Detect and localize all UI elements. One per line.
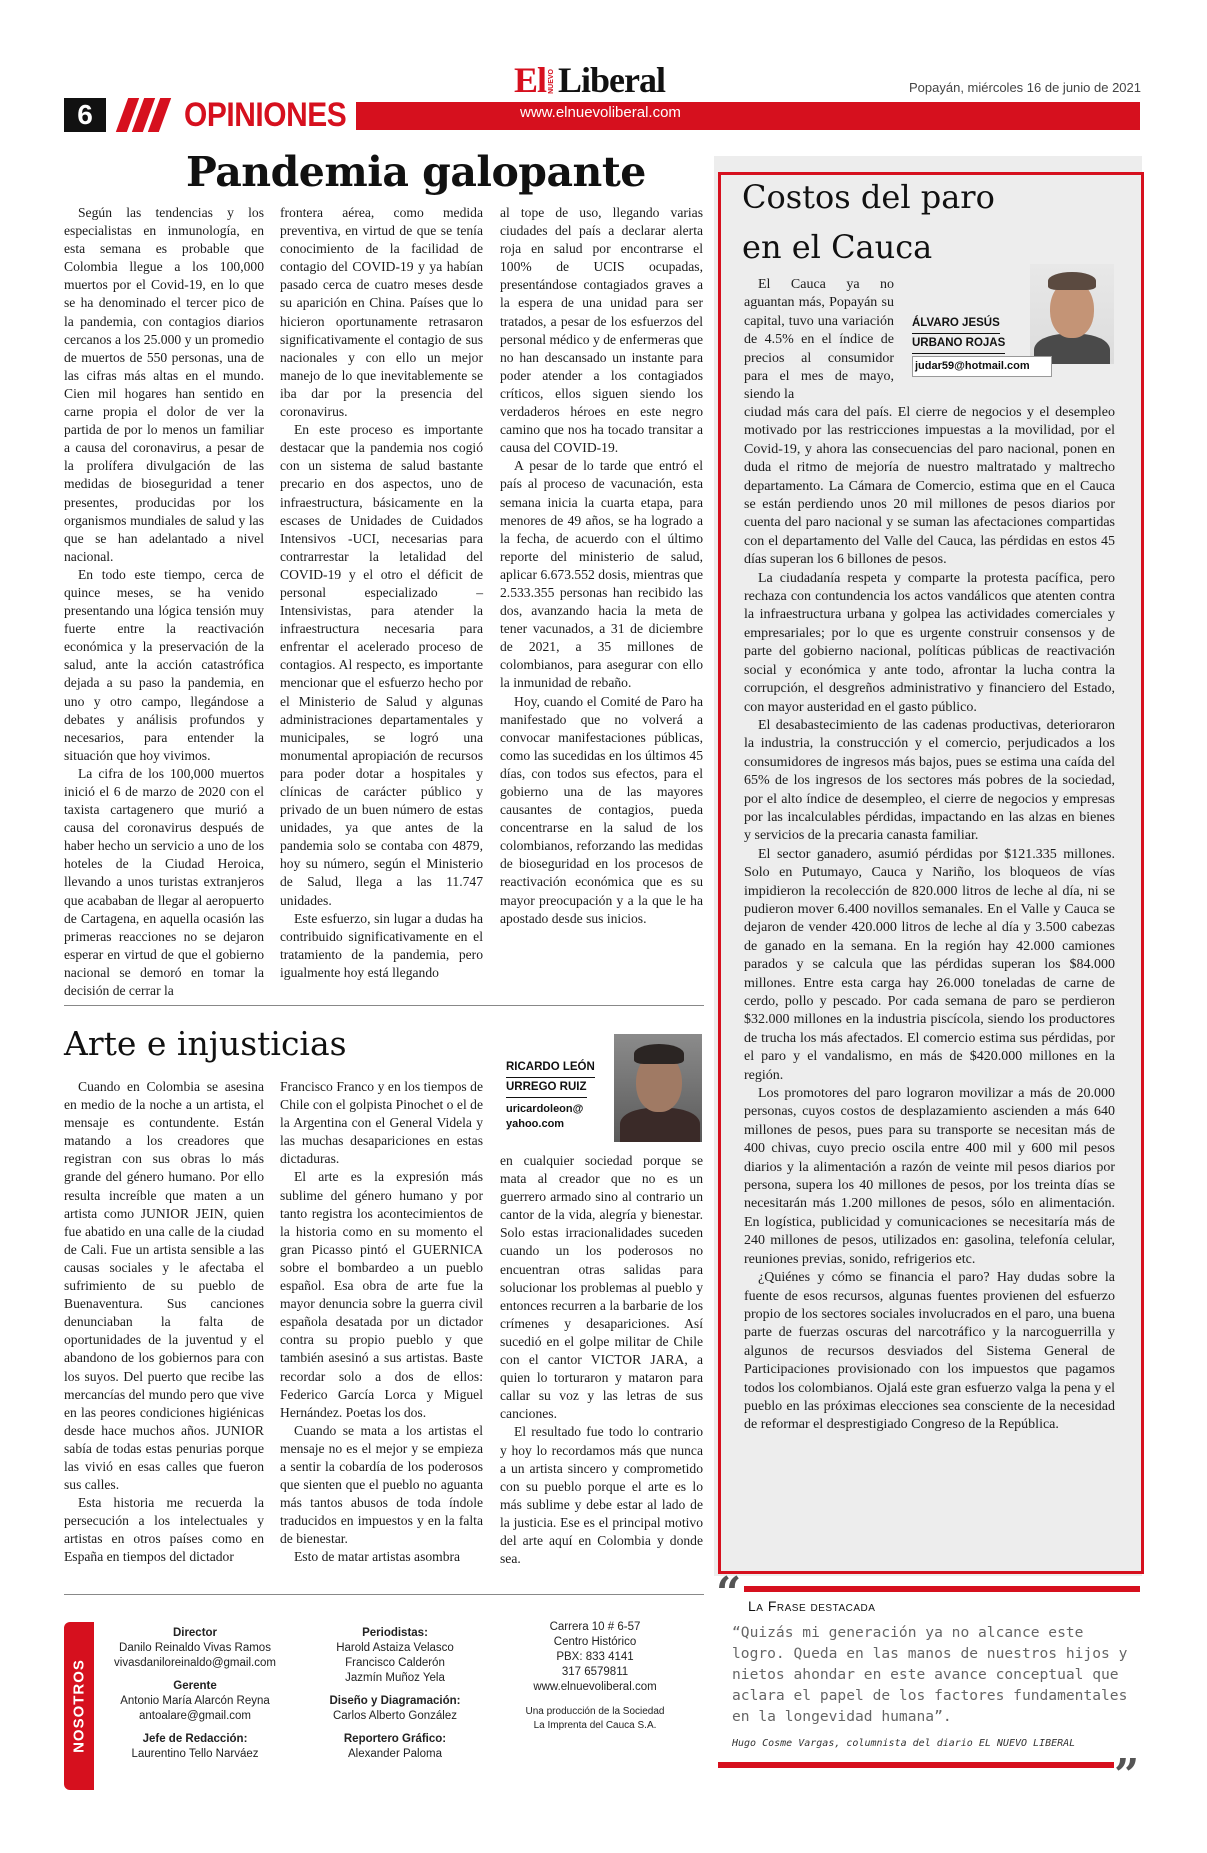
staff-column xyxy=(100,1626,290,1762)
paragraph: Hoy, cuando el Comité de Paro ha manifestado que no volverá a convocar manifestaciones públicas, como las sucedidas en los últimos 45 días, con todos sus efectos, para el gobierno una de las mayores causantes de contagios, pueda concentrarse en la salud de los colombianos, reforzando las medidas de bioseguridad en los procesos de reactivación económica que es su mayor preocupación y a la que le ha apostado desde sus inicios. xyxy=(500,693,703,926)
paragraph: Los promotores del paro lograron movilizar a más de 20.000 personas, cuyos costos de desplazamiento ascienden a más 640 millones de pesos, pues para su transporte se necesitan más de 400 chivas, cuyo precio oscila entre 400 mil y 600 mil pesos diarios y la alimentación a razón de veinte mil pesos diarios por persona, supera los 40 millones de pesos, por los treinta días se necesitarán más 1.200 millones de pesos, sólo en alimentación. En logística, publicidad y comunicaciones se necesitaría más de 240 millones de pesos, utilizados en: gasolina, telefonía celular, reuniones previas, sonido, refrigerios etc. xyxy=(744,1086,1115,1267)
paragraph: Esta historia me recuerda la persecución a los intelectuales y artistas en otros países como en España en tiempos del dictador xyxy=(64,1495,264,1565)
staff-name: Alexander Paloma xyxy=(348,1748,442,1760)
contact-column xyxy=(500,1620,690,1733)
article-lead-column xyxy=(744,276,894,405)
author-name-line: URREGO RUIZ xyxy=(506,1078,587,1098)
paragraph: al tope de uso, llegando varias ciudades del país a declarar alerta roja en salud por encontrarse el 100% de UCIS ocupadas, presentándose contagiados graves a la espera de una unidad para ser tratados, a pesar de los esfuerzos del personal médico y de enfermeras que no han descansado un instante para poder atender a los contagiados críticos, ellos siguen siendo los verdaderos héroes en este negro camino que nos ha tocado transitar a causa del COVID-19. xyxy=(500,205,703,456)
staff-column xyxy=(300,1626,490,1762)
paragraph: En este proceso es importante destacar que la pandemia nos cogió con un sistema de salud bastante precario en dos aspectos, uno de infraestructura, básicamente en la escases de Unidades de Cuidados Intensivos -UCI, necesarias para contrarrestar la letalidad del COVID-19 y el otro el déficit de personal especializado –Intensivistas, para atender la infraestructura necesaria para enfrentar el acelerado proceso de contagios. Al respecto, es importante mencionar que el esfuerzo hecho por el Ministerio de Salud y algunas administraciones departamentales y municipales, se logró una monumental apropiación de recursos para poder dotar a hospitales y clínicas de carácter público y privado de un buen número de estas unidades, ya que antes de la pandemia solo se contaba con 4879, hoy su número, según el Ministerio de Salud, llega a las 11.747 unidades. xyxy=(280,422,483,908)
author-name-line: ÁLVARO JESÚS xyxy=(912,314,1000,334)
staff-name: Harold Astaiza Velasco xyxy=(336,1642,454,1654)
staff-tab xyxy=(64,1622,94,1790)
staff-role: Jefe de Redacción: xyxy=(142,1733,248,1745)
staff-role: Reportero Gráfico: xyxy=(343,1733,447,1745)
staff-role: Director xyxy=(172,1627,218,1639)
quote-bar xyxy=(744,1586,1140,1592)
staff-email[interactable]: antoalare@gmail.com xyxy=(138,1710,252,1722)
staff-email[interactable]: vivasdaniloreinaldo@gmail.com xyxy=(114,1657,276,1669)
production-credit xyxy=(500,1705,690,1733)
author-byline-alvaro xyxy=(912,314,1052,377)
quote-heading: La Frase destacada xyxy=(748,1598,876,1614)
paragraph: El resultado fue todo lo contrario y hoy lo recordamos más que nunca a un artista sincero y comprometido con su pueblo porque el arte es lo más sublime y debe estar al lado de la justicia. Ese es el principal motivo del arte aquí en Colombia y donde sea. xyxy=(500,1424,703,1567)
paragraph: Francisco Franco y en los tiempos de Chile con el golpista Pinochet o el de la Argentina con el General Videla y las muchas desapariciones en estas dictaduras. xyxy=(280,1079,483,1167)
author-byline-ricardo xyxy=(506,1058,626,1132)
paragraph: Según las tendencias y los especialistas en inmunología, en esta semana es probable que Colombia llegue a los 100,000 muertos por el Covid-19, en lo que se ha denominado el tercer pico de la pandemia, con contagios diarios cercanos a los 25.000 y un promedio de muertos de 550 personas, una de las cifras más altas en el mundo. Cien mil hogares han sentido en carne propia el dolor de ver la partida de por lo menos un familiar a causa del coronavirus, a pesar de la prolífera divulgación de las medidas de bioseguridad a tener presentes, producidas por los organismos mundiales de salud y las que se han adelantado a nivel nacional. xyxy=(64,205,264,564)
staff-name: Danilo Reinaldo Vivas Ramos xyxy=(119,1642,271,1654)
contact-phone: PBX: 833 4141 xyxy=(556,1651,634,1663)
paragraph: Cuando en Colombia se asesina en medio de la noche a un artista, el mensaje es contundente. Están matando a los creadores que registran con sus obras lo más grande del género humano. Por ello resulta increíble que maten a un artista como JUNIOR JEIN, quien fue abatido en una calle de la ciudad de Cali. Fue un artista sensible a las causas sociales y le afectaba el sufrimiento de su pueblo de Buenaventura. Sus canciones denunciaban la falta de oportunidades de la juventud y el abandono de los gobiernos para con los suyos. Del puerto que recibe las mercancías del mundo pero que vive en las peores condiciones higiénicas desde hace muchos años. JUNIOR sabía de todas estas penurias porque las vivió en esas calles que fueron sus calles. xyxy=(64,1079,264,1493)
contact-area: Centro Histórico xyxy=(553,1636,637,1648)
website-link[interactable]: www.elnuevoliberal.com xyxy=(520,104,681,121)
article-column xyxy=(280,1078,483,1567)
newspaper-logo xyxy=(514,62,665,98)
staff-divider xyxy=(64,1594,704,1595)
paragraph: ¿Quiénes y cómo se financia el paro? Hay dudas sobre la fuente de esos recursos, algunas fuentes provienen del esfuerzo propio de los sectores sociales involucrados en el paro, una buena parte de fuerzas oscuras del narcotráfico y la narcoguerrilla y algunos de recursos desviados del Sistema General de Participaciones provisionado con los impuestos que pagamos todos los colombianos. Ojalá este gran esfuerzo valga la pena y el pueblo en las próximas elecciones sea consciente de la necesidad de reformar el desprestigiado Congreso de la República. xyxy=(744,1270,1115,1433)
staff-name: Jazmín Muñoz Yela xyxy=(345,1672,445,1684)
lead-paragraph: El Cauca ya no aguantan más, Popayán su capital, tuvo una variación de 4.5% en el índice de precios al consumidor para el mes de mayo, siendo la xyxy=(744,277,894,403)
paragraph: El desabastecimiento de las cadenas productivas, deterioraron la industria, la construcción y el comercio, perjudicados a los consumidores de ingresos más bajos, pues se estima una caída del 65% de los ingresos de los sectores más pobres de la sociedad, por el alto índice de desempleo, el cierre de negocios y empresas por las incalculables pérdidas, impactando en las alzas en bienes y servicios de la precaria canasta familiar. xyxy=(744,717,1115,844)
production-line: La Imprenta del Cauca S.A. xyxy=(533,1720,657,1731)
page-number: 6 xyxy=(64,98,106,132)
author-name-line: RICARDO LEÓN xyxy=(506,1058,595,1078)
author-email-line[interactable]: yahoo.com xyxy=(506,1118,565,1130)
article-column xyxy=(280,204,483,982)
contact-website[interactable]: www.elnuevoliberal.com xyxy=(533,1681,657,1693)
paragraph: frontera aérea, como medida preventiva, en virtud de que se tenía conocimiento de la facilidad de contagio del COVID-19 y ya habían pasado cerca de cuatro meses desde su aparición en China. Países que lo hicieron oportunamente retrasaron significativamente el contagio de sus nacionales y con ello un mejor manejo de lo que inevitablemente se iba dar por la presencia del coronavirus. xyxy=(280,205,483,420)
paragraph: ciudad más cara del país. El cierre de negocios y el desempleo motivado por las restricciones impuestas a la movilidad, por el Covid-19, y ahora las consecuencias del paro nacional, ponen en duda el ritmo de mejoría de nuestro maltratado y maltrecho departamento. La Cámara de Comercio, estima que en el Cauca se están perdiendo unos 20 mil millones de pesos diarios por cuenta del paro nacional y se suman las afectaciones compartidas con el departamento del Valle del Cauca, las pérdidas en estos 45 días superan los 6 billones de pesos. xyxy=(744,405,1115,568)
open-quote-icon: “ xyxy=(716,1568,742,1619)
staff-name: Laurentino Tello Narváez xyxy=(131,1748,259,1760)
article-divider xyxy=(64,1005,704,1006)
logo-el: El xyxy=(514,60,547,100)
paragraph: En todo este tiempo, cerca de quince meses, se ha venido presentando una lógica tensión muy fuerte entre la reactivación económica y la preservación de la salud, ante la acción catastrófica dejada a su paso la pandemia, en uno y otro campo, llegándose a debates y análisis profundos y necesarios, para entender la situación que hoy vivimos. xyxy=(64,566,264,763)
paragraph: A pesar de lo tarde que entró el país al proceso de vacunación, esta semana inicia la cuarta etapa, para menores de 49 años, se ha logrado a la fecha, de acuerdo con el último reporte del ministerio de salud, aplicar 6.673.552 dosis, mientras que 2.533.355 personas han recibido las dos, avanzando hacia la meta de tener vacunados, a 31 de diciembre de 2021, a 35 millones de colombianos, para asegurar con ello la inmunidad de rebaño. xyxy=(500,458,703,691)
article-column xyxy=(500,204,703,928)
contact-mobile: 317 6579811 xyxy=(561,1666,629,1678)
masthead-bar xyxy=(356,102,1140,130)
author-email-line[interactable]: uricardoleon@ xyxy=(506,1103,584,1115)
article-column xyxy=(64,204,264,1000)
staff-name: Francisco Calderón xyxy=(345,1657,445,1669)
paragraph: Este esfuerzo, sin lugar a dudas ha contribuido significativamente en el tratamiento de la pandemia, pero igualmente hoy está llegando xyxy=(280,910,483,980)
article-title-arte: Arte e injusticias xyxy=(64,1024,347,1063)
article-title-costos: Costos del paro en el Cauca xyxy=(742,178,995,266)
featured-quote: “Quizás mi generación ya no alcance este logro. Queda en las manos de nuestros hijos y nietos ahondar en este avance conceptual que aclara el papel de los factores fundamentales en la longevidad humana”. xyxy=(732,1624,1128,1725)
article-title-pandemia: Pandemia galopante xyxy=(186,148,646,196)
article-column xyxy=(744,404,1115,1435)
issue-date: Popayán, miércoles 16 de junio de 2021 xyxy=(909,80,1141,95)
paragraph: Cuando se mata a los artistas el mensaje no es el mejor y se empieza a sentir la cobardía de los poderosos que sienten que el pueblo no aguanta más tantos abusos de toda índole traducidos en impuestos y en la falta de bienestar. xyxy=(280,1422,483,1547)
author-name-line: URBANO ROJAS xyxy=(912,334,1005,354)
contact-address: Carrera 10 # 6-57 xyxy=(549,1621,641,1633)
paragraph: en cualquier sociedad porque se mata al creador que no es un guerrero armado sino al contrario un cantor de la vida, alegría y bienestar. Solo estas irracionalidades suceden cuando un los poderosos no encuentran otras salidas para solucionar los problemas al pueblo y entonces recurren a la barbarie de los crímenes y desapariciones. Así sucedió en el golpe militar de Chile con el cantor VICTOR JARA, a quien lo torturaron y mataron para callar su voz y las letras de sus canciones. xyxy=(500,1153,703,1422)
staff-role: Periodistas: xyxy=(362,1627,428,1639)
paragraph: Esto de matar artistas asombra xyxy=(294,1549,461,1565)
logo-liberal: Liberal xyxy=(558,60,666,100)
section-stripes-decoration xyxy=(118,98,178,132)
production-line: Una producción de la Sociedad xyxy=(525,1706,665,1717)
staff-role: Gerente xyxy=(173,1680,217,1692)
paragraph: La ciudadanía respeta y comparte la protesta pacífica, pero rechaza con contundencia los actos vandálicos que atenten contra la infraestructura urbana y golpea las actividades comerciales y empresariales; por lo que es urgente construir consensos y de parte del gobierno nacional, políticas públicas de reactivación social y económica y ante todo, afrontar la lucha contra la corrupción, el desgreños administrativo y financiero del Estado, con mayor austeridad en el gasto público. xyxy=(744,570,1115,715)
author-email[interactable]: judar59@hotmail.com xyxy=(912,356,1052,377)
article-column xyxy=(500,1152,703,1568)
staff-role: Diseño y Diagramación: xyxy=(329,1695,461,1707)
paragraph: La cifra de los 100,000 muertos inició el 6 de marzo de 2020 con el taxista cartagenero que murió a causa del coronavirus después de haber hecho un servicio a uno de los hoteles de la Ciudad Heroica, llevando a unos turistas extranjeros que acababan de llegar al aeropuerto de Cartagena, en aquella ocasión las primeras reacciones no se dejaron esperar en virtud de que el gobierno nacional se demoró en tomar la decisión de cerrar la xyxy=(64,765,264,999)
quote-author: Hugo Cosme Vargas, columnista del diario EL NUEVO LIBERAL xyxy=(732,1738,1076,1749)
article-column xyxy=(64,1078,264,1567)
paragraph: El arte es la expresión más sublime del género humano y por tanto registra los acontecimientos de la historia como en su momento el gran Picasso pintó el GUERNICA sobre el bombardeo a un pueblo español. Esa obra de arte fue la mayor denuncia sobre la guerra civil española desatada por un dictador contra su propio pueblo y que también asesinó a sus artistas. Baste recordar solo a dos de ellos: Federico García Lorca y Miguel Hernández. Poetas los dos. xyxy=(280,1169,483,1420)
close-quote-icon: ” xyxy=(1114,1750,1140,1801)
paragraph: El sector ganadero, asumió pérdidas por $121.335 millones. Solo en Putumayo, Cauca y Nariño, los bloqueos de vías impidieron la recolección de 820.000 litros de leche al día, ni se pudieron mover 6.400 novillos semanales. En el Valle y Cauca se dejaron de vender 420.000 litros de leche al día y 3.500 cabezas de ganado en la semana. En la región hay 42.000 camiones parados y se calcula que las pérdidas superan los $84.000 millones. Entre esta carga hay 26.000 toneladas de carne de cerdo, pollo y pescado. Por cada semana de paro se perdieron $32.000 millones en la industria piscícola, siendo los productores de trucha los más afectados. El comercio estima sus pérdidas, por el paro y el vandalismo, en más de $420.000 millones en la región. xyxy=(744,846,1115,1083)
quote-bar xyxy=(718,1762,1114,1768)
staff-tab-label: NOSOTROS xyxy=(70,1659,88,1753)
staff-name: Antonio María Alarcón Reyna xyxy=(120,1695,270,1707)
author-photo-ricardo xyxy=(614,1034,702,1142)
section-label: OPINIONES xyxy=(184,96,347,134)
staff-name: Carlos Alberto González xyxy=(332,1710,457,1722)
logo-nuevo: NUEVO xyxy=(548,69,556,94)
author-email[interactable] xyxy=(506,1102,626,1132)
